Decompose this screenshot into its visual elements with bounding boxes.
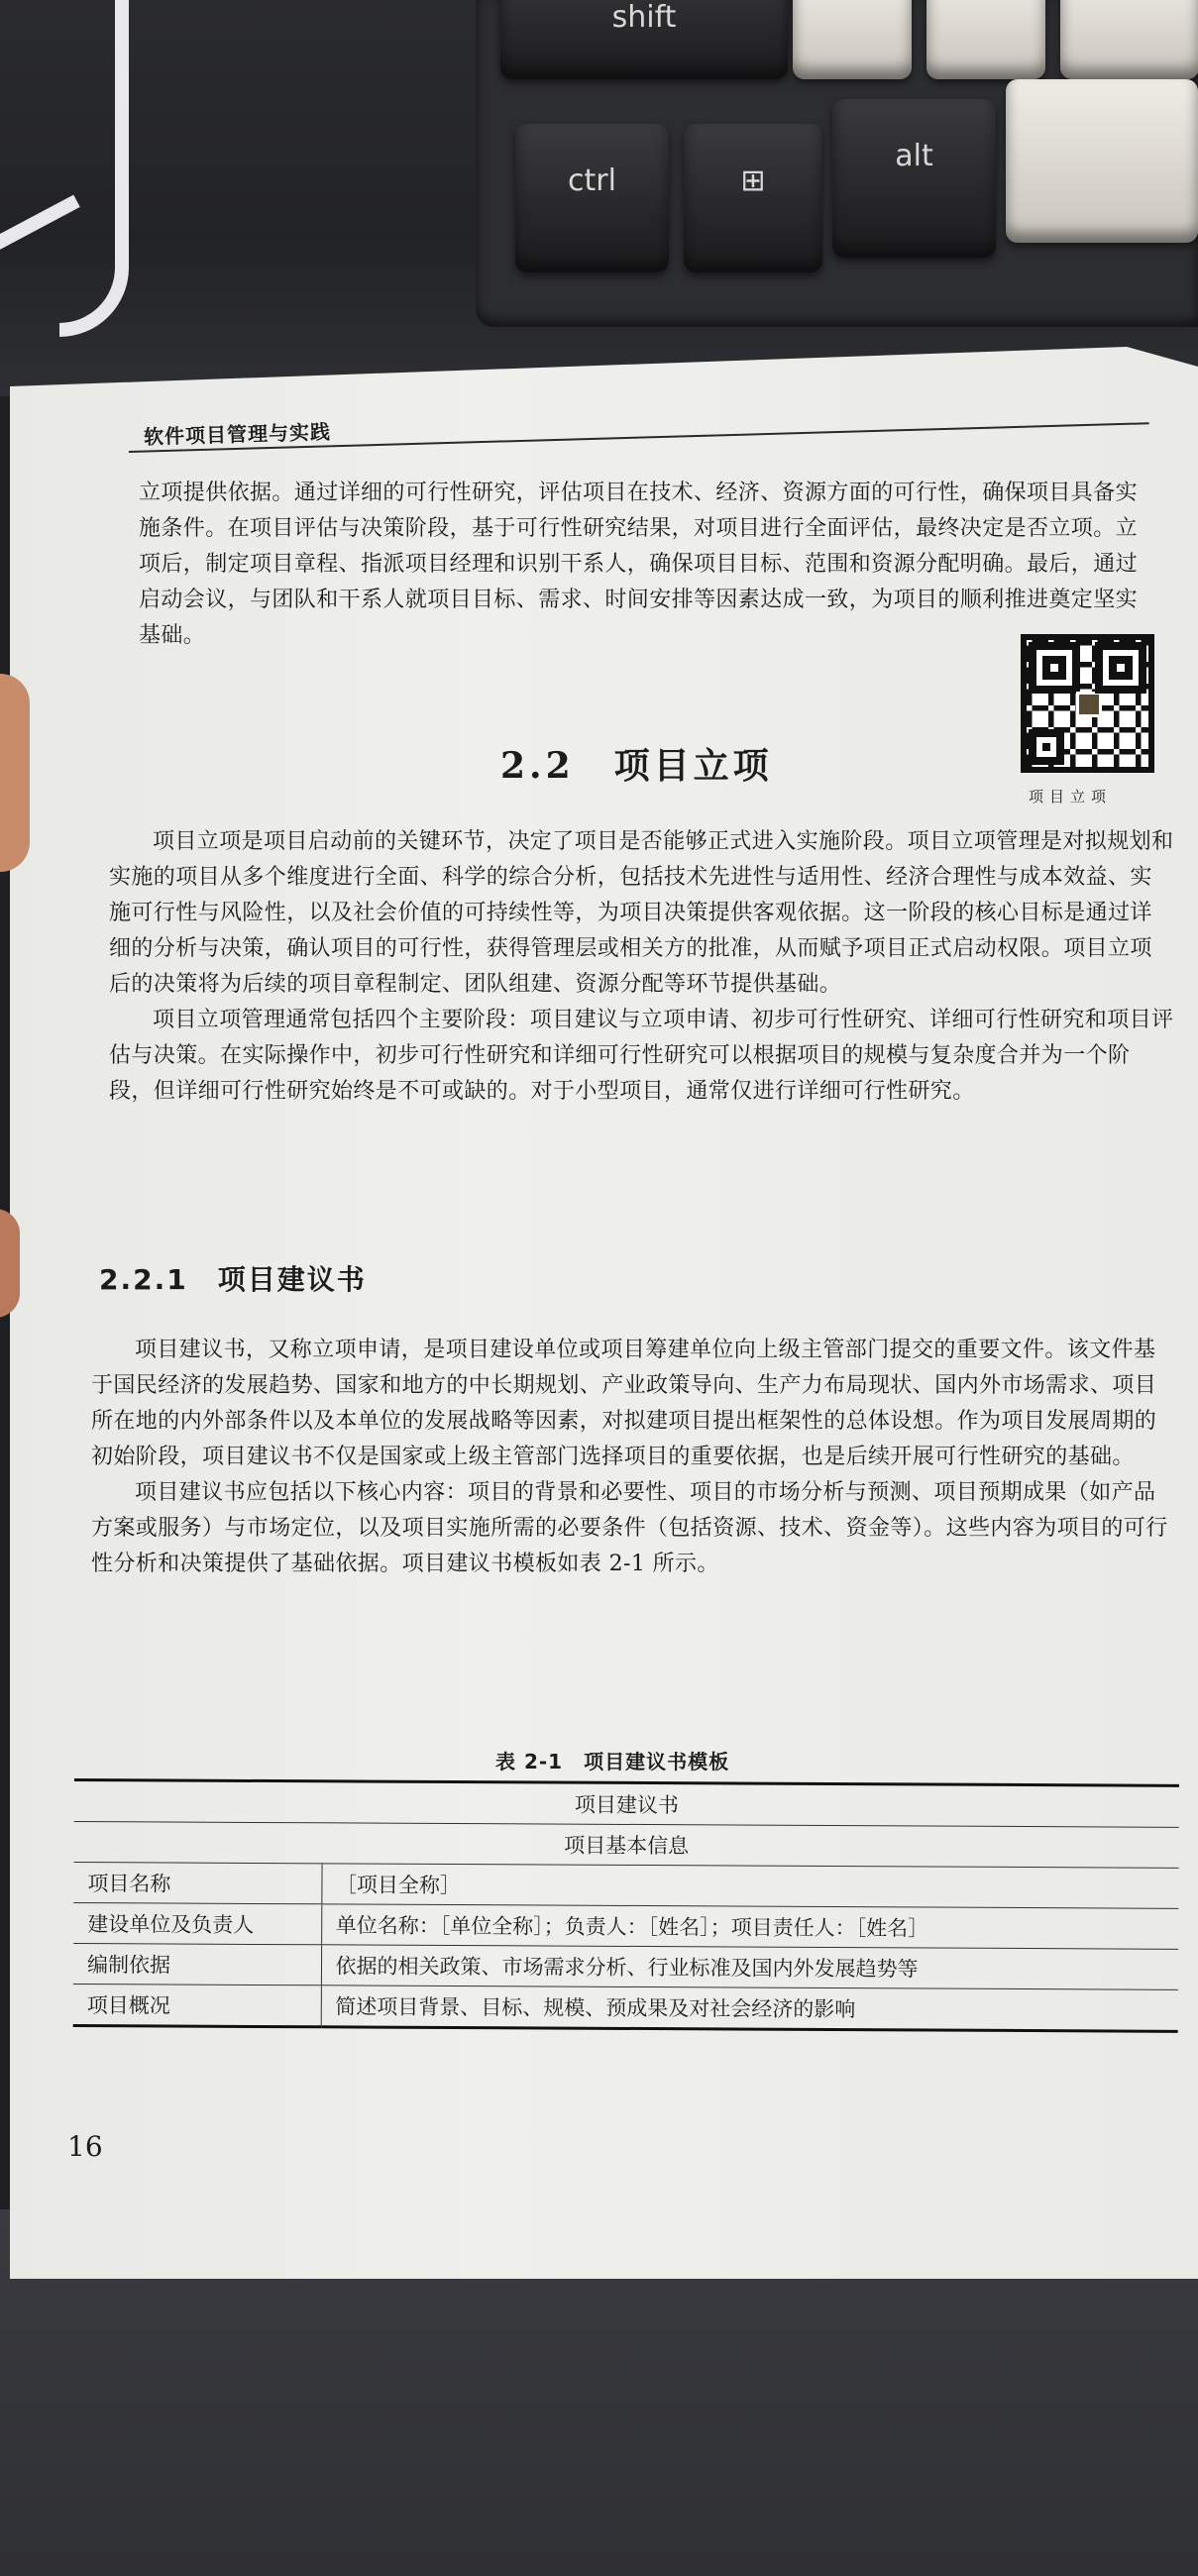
table-subheader: 项目基本信息 (74, 1821, 1179, 1868)
qr-caption: 项目立项 (1029, 788, 1113, 805)
keycap-light (1060, 0, 1198, 79)
table-row (73, 1943, 1178, 1989)
subsection-paragraph: 项目建议书应包括以下核心内容：项目的背景和必要性、项目的市场分析与预测、项目预期成果（如产品方案或服务）与市场定位，以及项目实施所需的必要条件（包括资源、技术、资金等）。这些内容为项目的可行性分析和决策提供了基础依据。项目建议书模板如表 2-1 所示。 (91, 1480, 1168, 1576)
table-row (73, 1902, 1178, 1949)
shift-key (500, 0, 788, 79)
intro-paragraph: 立项提供依据。通过详细的可行性研究，评估项目在技术、经济、资源方面的可行性，确保项目具备实施条件。在项目评估与决策阶段，基于可行性研究结果，对项目进行全面评估，最终决定是否立项。立项后，制定项目章程、指派项目经理和识别干系人，确保项目目标、范围和资源分配明确。最后，通过启动会议，与团队和干系人就项目目标、需求、时间安排等因素达成一致，为项目的顺利推进奠定坚实基础。 (139, 481, 1139, 648)
subsection-paragraph: 项目建议书，又称立项申请，是项目建设单位或项目筹建单位向上级主管部门提交的重要文件。该文件基于国民经济的发展趋势、国家和地方的中长期规划、产业政策导向、生产力布局现状、国内外市场需求、项目所在地的内外部条件以及本单位的发展战略等因素，对拟建项目提出框架性的总体设想。作为项目发展周期的初始阶段，项目建议书不仅是国家或上级主管部门选择项目的重要依据，也是后续开展可行性研究的基础。 (91, 1338, 1157, 1469)
windows-key-icon: ⊞ (740, 163, 766, 198)
section-paragraph: 项目立项是项目启动前的关键环节，决定了项目是否能够正式进入实施阶段。项目立项管理是对拟规划和实施的项目从多个维度进行全面、科学的综合分析，包括技术先进性与适用性、经济合理性与成本效益、实施可行性与风险性，以及社会价值的可持续性等，为项目决策提供客观依据。这一阶段的核心目标是通过详细的分析与决策，确认项目的可行性，获得管理层或相关方的批准，从而赋予项目正式启动权限。项目立项后的决策将为后续的项目章程制定、团队组建、资源分配等环节提供基础。 (109, 829, 1174, 997)
table-header: 项目建议书 (74, 1780, 1179, 1828)
subsection-title: 2.2.1 项目建议书 (99, 1263, 367, 1296)
table-row (73, 1984, 1178, 2031)
intro-text (139, 476, 1140, 654)
usb-cable (59, 0, 129, 337)
row-value: ［项目全称］ (321, 1864, 1178, 1909)
row-label: 项目概况 (73, 1984, 321, 2026)
finger (0, 1209, 20, 1318)
finger (0, 674, 30, 872)
table-caption: 表 2-1 项目建议书模板 (495, 1750, 730, 1773)
section-text (109, 824, 1174, 1110)
table-row (73, 1862, 1178, 1908)
keycap-light (793, 0, 912, 79)
qr-finder-icon (1029, 729, 1064, 765)
subsection-text (91, 1333, 1176, 1582)
ctrl-key (515, 124, 669, 272)
keycap-light (926, 0, 1045, 79)
shift-key-label: shift (611, 0, 677, 35)
row-label: 项目名称 (73, 1862, 321, 1903)
windows-key (684, 124, 822, 272)
keyboard (476, 0, 1198, 327)
qr-logo-icon (1076, 692, 1102, 717)
running-head: 软件项目管理与实践 (143, 419, 332, 449)
proposal-template-table (73, 1778, 1179, 2033)
alt-key (832, 99, 996, 258)
table-header-row (74, 1780, 1179, 1828)
section-title: 2.2 项目立项 (500, 745, 773, 787)
ctrl-key-label: ctrl (568, 163, 616, 198)
qr-code-icon (1021, 634, 1154, 773)
row-value: 简述项目背景、目标、规模、预成果及对社会经济的影响 (321, 1986, 1178, 2032)
row-label: 编制依据 (73, 1943, 321, 1985)
table-subheader-row (74, 1821, 1179, 1868)
keycap-light (1006, 79, 1198, 243)
row-label: 建设单位及负责人 (73, 1902, 321, 1944)
page-number: 16 (67, 2130, 103, 2163)
section-paragraph: 项目立项管理通常包括四个主要阶段：项目建议与立项申请、初步可行性研究、详细可行性研究和项目评估与决策。在实际操作中，初步可行性研究和详细可行性研究可以根据项目的规模与复杂度合并为一个阶段，但详细可行性研究始终是不可或缺的。对于小型项目，通常仅进行详细可行性研究。 (109, 1008, 1174, 1104)
alt-key-label: alt (895, 139, 933, 173)
row-value: 单位名称：［单位全称］；负责人：［姓名］；项目责任人：［姓名］ (321, 1904, 1178, 1950)
row-value: 依据的相关政策、市场需求分析、行业标准及国内外发展趋势等 (321, 1945, 1178, 1990)
